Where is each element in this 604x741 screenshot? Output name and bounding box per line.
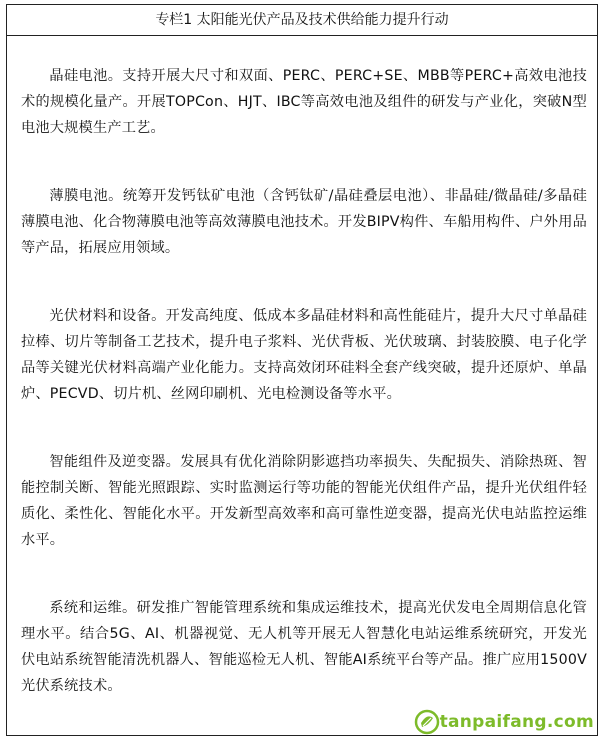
watermark <box>414 709 594 735</box>
paragraph-pv-materials-equipment: 光伏材料和设备。开发高纯度、低成本多晶硅材料和高性能硅片，提升大尺寸单晶硅拉棒、切片等制备工艺技术，提升电子浆料、光伏背板、光伏玻璃、封装胶膜、电子化学品等关键光伏材料高端产业化能力。支持高效闭环硅料全套产线突破，提升还原炉、单晶炉、PECVD、切片机、丝网印刷机、光电检测设备等水平。 <box>21 308 587 402</box>
paragraph-smart-modules-inverters: 智能组件及逆变器。发展具有优化消除阴影遮挡功率损失、失配损失、消除热斑、智能控制关断、智能光照跟踪、实时监测运行等功能的智能光伏组件产品，提升光伏组件轻质化、柔性化、智能化水平。开发新型高效率和高可靠性逆变器，提高光伏电站监控运维水平。 <box>21 454 587 548</box>
watermark-text: tanpaifang.com <box>439 712 594 732</box>
column-body <box>21 63 587 741</box>
paragraph-crystalline-silicon-cells: 晶硅电池。支持开展大尺寸和双面、PERC、PERC+SE、MBB等PERC+高效电池技术的规模化量产。开展TOPCon、HJT、IBC等高效电池及组件的研发与产业化，突破N型电池大规模生产工艺。 <box>21 68 587 136</box>
tanpaifang-logo-icon <box>414 709 440 735</box>
paragraph-systems-operations: 系统和运维。研发推广智能管理系统和集成运维技术，提高光伏发电全周期信息化管理水平。结合5G、AI、机器视觉、无人机等开展无人智慧化电站运维系统研究，开发光伏电站系统智能清洗机器人、智能巡检无人机、智能AI系统平台等产品。推广应用1500V光伏系统技术。 <box>21 600 587 694</box>
paragraph-thin-film-cells: 薄膜电池。统筹开发钙钛矿电池（含钙钛矿/晶硅叠层电池）、非晶硅/微晶硅/多晶硅薄膜电池、化合物薄膜电池等高效薄膜电池技术。开发BIPV构件、车船用构件、户外用品等产品，拓展应用领域。 <box>21 188 587 256</box>
column-title: 专栏1 太阳能光伏产品及技术供给能力提升行动 <box>7 5 597 36</box>
document-frame <box>6 4 598 736</box>
